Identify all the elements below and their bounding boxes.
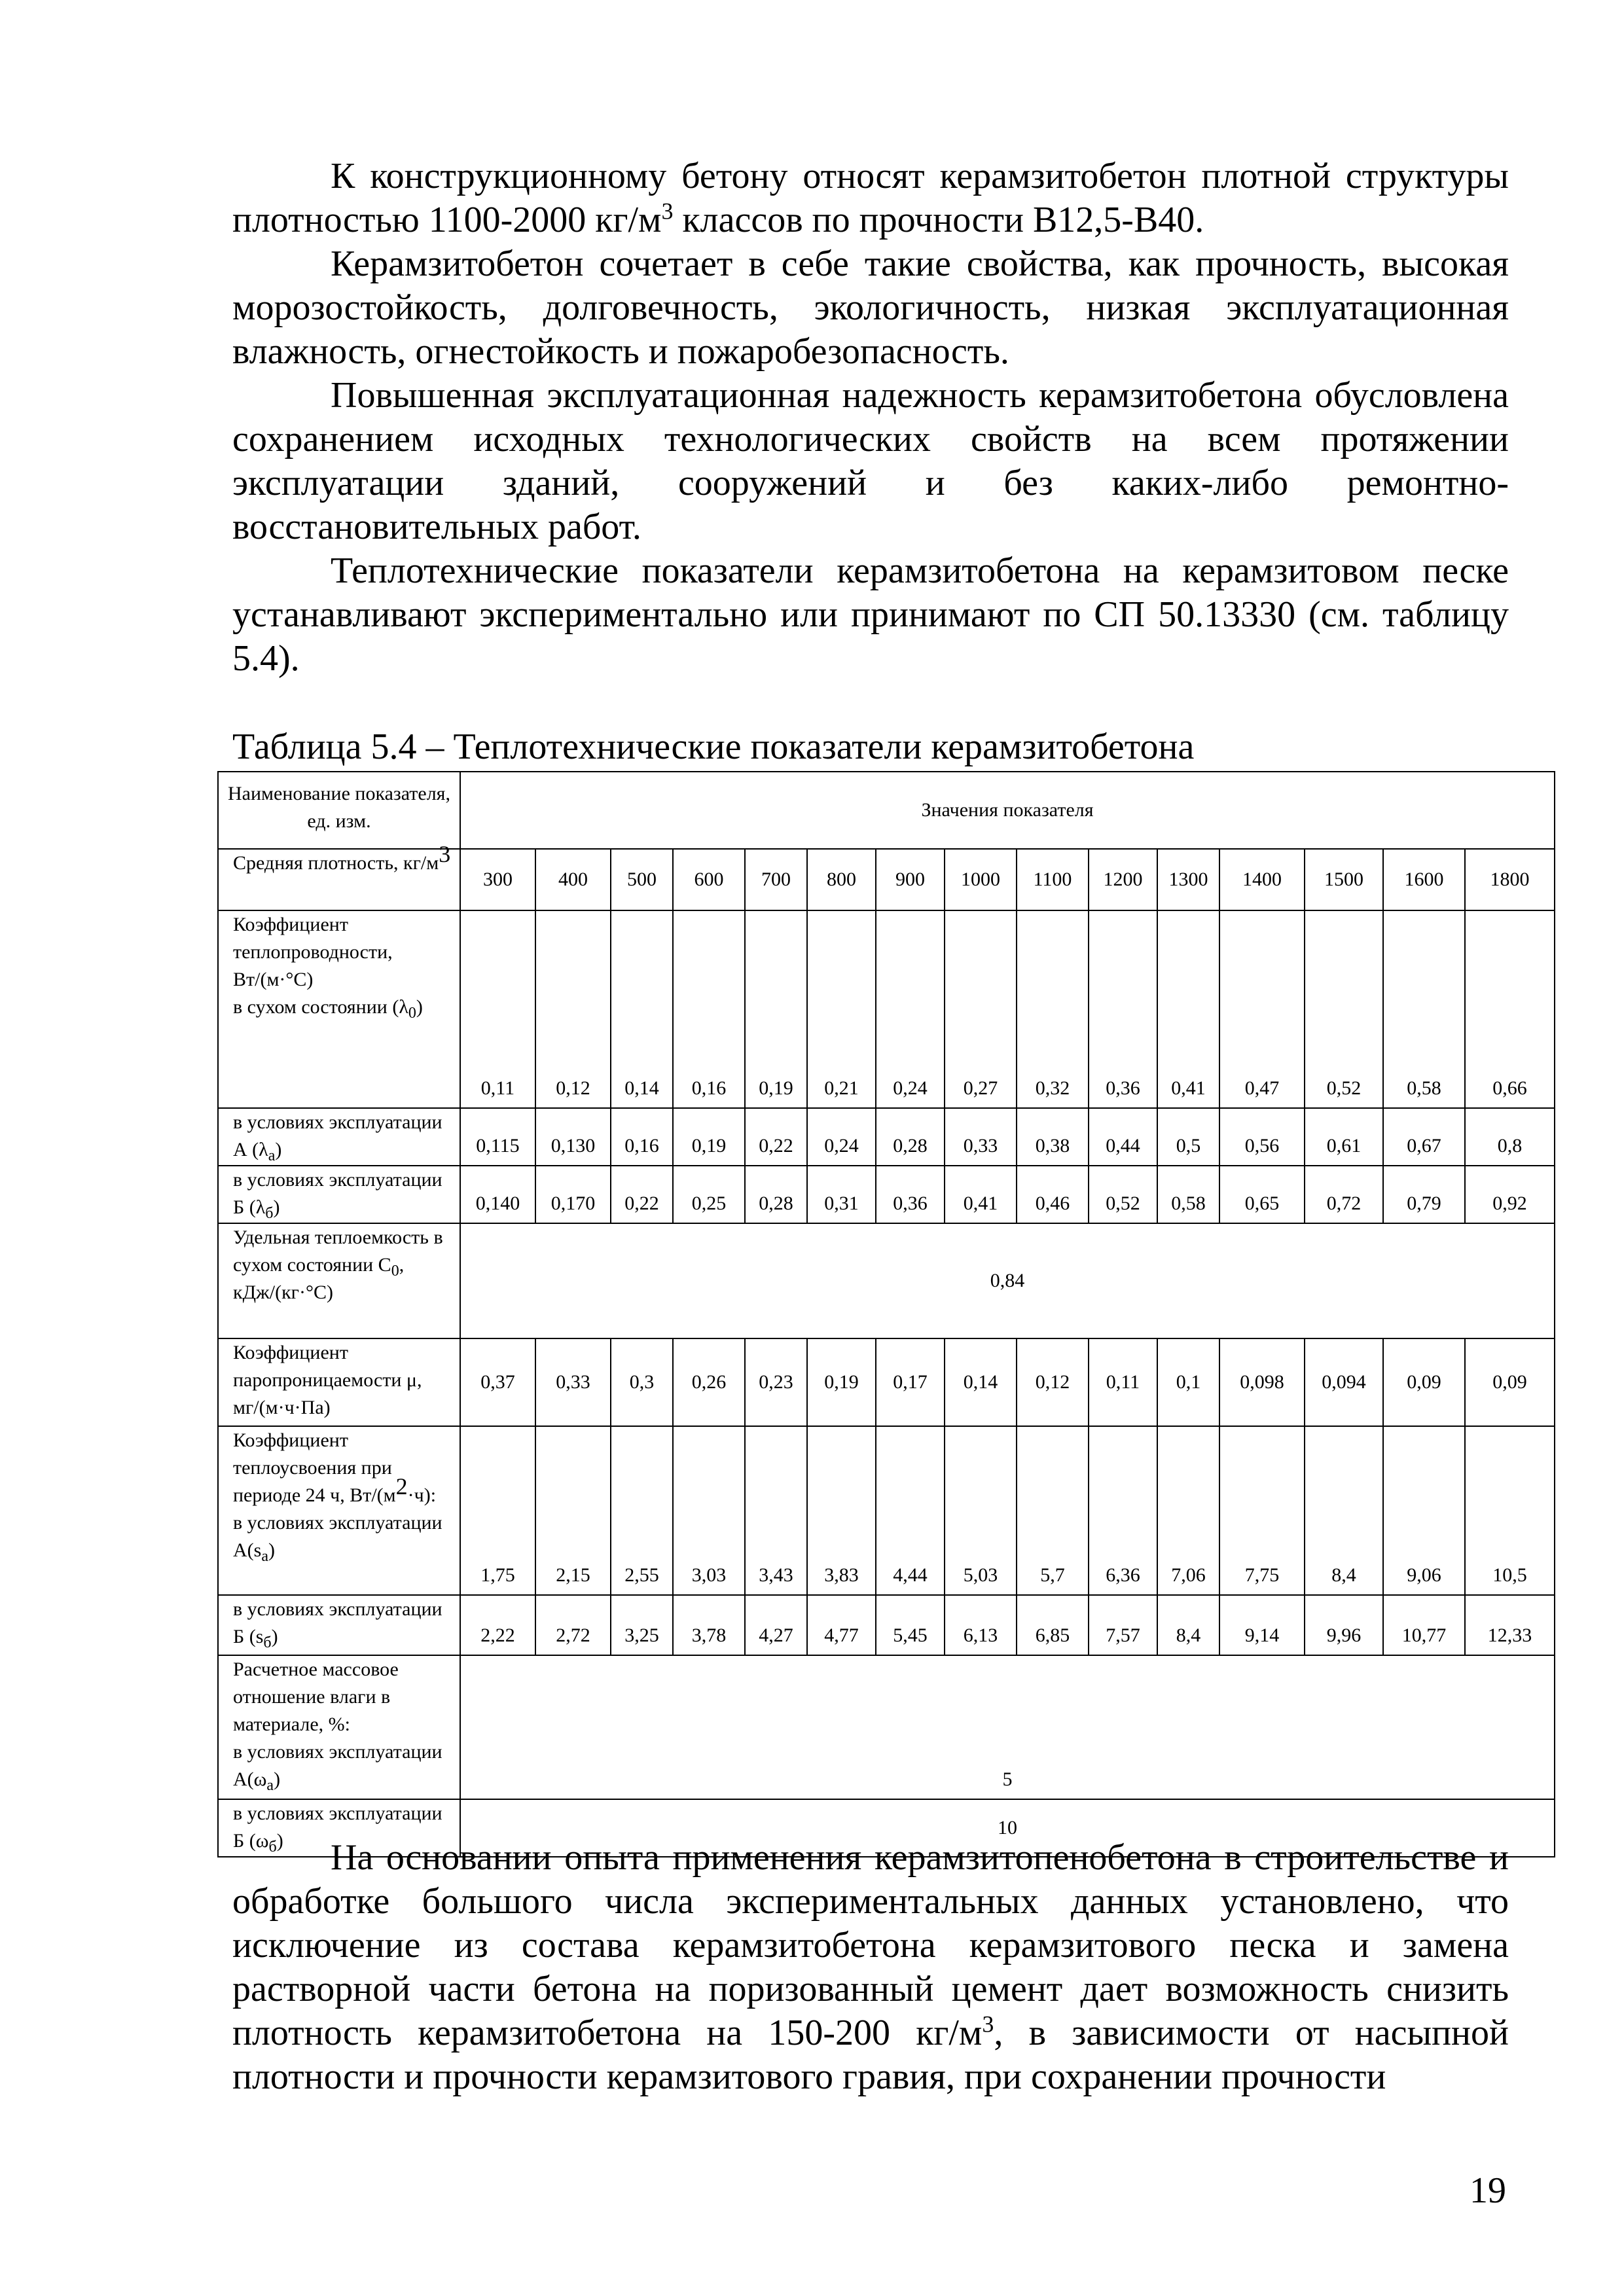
header-row bbox=[218, 772, 1555, 849]
table-cell: 0,25 bbox=[673, 1166, 745, 1223]
table-cell: 0,11 bbox=[460, 910, 535, 1108]
table-cell: 0,09 bbox=[1465, 1338, 1555, 1426]
table-cell: 400 bbox=[535, 849, 611, 910]
table-cell: 0,140 bbox=[460, 1166, 535, 1223]
table-cell: 0,52 bbox=[1089, 1166, 1157, 1223]
table-cell: 800 bbox=[807, 849, 876, 910]
table-cell: 0,38 bbox=[1017, 1108, 1089, 1166]
table-cell: 0,46 bbox=[1017, 1166, 1089, 1223]
table-cell: 3,78 bbox=[673, 1595, 745, 1655]
table-cell: 3,83 bbox=[807, 1426, 876, 1595]
thermal-properties-table bbox=[217, 771, 1555, 1857]
table-cell: 0,44 bbox=[1089, 1108, 1157, 1166]
table-cell: 1200 bbox=[1089, 849, 1157, 910]
table-cell: 0,37 bbox=[460, 1338, 535, 1426]
paragraph-3: Повышенная эксплуатационная надежность керамзитобетона обусловлена сохранением исходных технологических свойств на всем протяжении эксплуатации зданий, сооружений и без каких-либо ремонтно-восстановительных работ. bbox=[232, 375, 1509, 547]
table-cell: 0,58 bbox=[1383, 910, 1465, 1108]
absorption-a-label: Коэффициент теплоусвоения при периоде 24 ч, $Вт/(м^2\cdot ч)$: в условиях эксплуатации $А(s_а)$ bbox=[218, 1426, 460, 1595]
table-cell: 12,33 bbox=[1465, 1595, 1555, 1655]
table-cell: 1000 bbox=[945, 849, 1017, 910]
table-cell: 4,44 bbox=[876, 1426, 945, 1595]
heat-capacity-value: 0,84 bbox=[460, 1223, 1555, 1338]
table-cell: 0,72 bbox=[1305, 1166, 1383, 1223]
table-cell: 2,22 bbox=[460, 1595, 535, 1655]
paragraph-5: На основании опыта применения керамзитопенобетона в строительстве и обработке большого числа экспериментальных данных установлено, что исключение из состава керамзитобетона керамзитового песка и замена растворной части бетона на поризованный цемент дает возможность снизить плотность керамзитобетона на 150-200 $кг/м^3$, в зависимости от насыпной плотности и прочности керамзитового гравия, при сохранении прочности bbox=[232, 1837, 1509, 2097]
table-cell: 0,3 bbox=[611, 1338, 673, 1426]
table-cell: 0,92 bbox=[1465, 1166, 1555, 1223]
table-cell: 10,77 bbox=[1383, 1595, 1465, 1655]
moisture-b-value: 10 bbox=[460, 1799, 1555, 1857]
table-cell: 0,36 bbox=[1089, 910, 1157, 1108]
body-text-bottom bbox=[232, 1836, 1509, 2099]
table-cell: 8,4 bbox=[1157, 1595, 1219, 1655]
table-cell: 1500 bbox=[1305, 849, 1383, 910]
table-cell: 0,098 bbox=[1219, 1338, 1305, 1426]
vapor-label: Коэффициент паропроницаемости μ, мг/(м·ч·Па) bbox=[218, 1338, 460, 1426]
table-cell: 0,58 bbox=[1157, 1166, 1219, 1223]
table-cell: 1300 bbox=[1157, 849, 1219, 910]
table-cell: 1100 bbox=[1017, 849, 1089, 910]
table-cell: 0,32 bbox=[1017, 910, 1089, 1108]
vapor-row bbox=[218, 1338, 1555, 1426]
table-cell: 0,19 bbox=[807, 1338, 876, 1426]
table-cell: 0,1 bbox=[1157, 1338, 1219, 1426]
conductivity-dry-row bbox=[218, 910, 1555, 1108]
table-cell: 0,23 bbox=[745, 1338, 807, 1426]
table-cell: 0,56 bbox=[1219, 1108, 1305, 1166]
moisture-a-label: Расчетное массовое отношение влаги в материале, %: в условиях эксплуатации $А(\omega_а)$ bbox=[218, 1655, 460, 1799]
table-cell: 6,85 bbox=[1017, 1595, 1089, 1655]
table-cell: 0,24 bbox=[876, 910, 945, 1108]
table-cell: 0,22 bbox=[611, 1166, 673, 1223]
table-cell: 900 bbox=[876, 849, 945, 910]
table-cell: 5,03 bbox=[945, 1426, 1017, 1595]
table-cell: 0,19 bbox=[745, 910, 807, 1108]
table-cell: 3,03 bbox=[673, 1426, 745, 1595]
table-cell: 2,15 bbox=[535, 1426, 611, 1595]
table-cell: 2,72 bbox=[535, 1595, 611, 1655]
table-cell: 9,96 bbox=[1305, 1595, 1383, 1655]
heat-capacity-row bbox=[218, 1223, 1555, 1338]
table-cell: 1800 bbox=[1465, 849, 1555, 910]
conductivity-a-row bbox=[218, 1108, 1555, 1166]
table-cell: 1400 bbox=[1219, 849, 1305, 910]
table-cell: 0,094 bbox=[1305, 1338, 1383, 1426]
table-cell: 0,31 bbox=[807, 1166, 876, 1223]
table-cell: 0,41 bbox=[945, 1166, 1017, 1223]
table-cell: 0,61 bbox=[1305, 1108, 1383, 1166]
table-caption: Таблица 5.4 – Теплотехнические показатели керамзитобетона bbox=[232, 726, 1195, 767]
moisture-b-label: в условиях эксплуатации Б $(\omega_б)$ bbox=[218, 1799, 460, 1857]
body-text-top bbox=[232, 154, 1509, 681]
page-number: 19 bbox=[1470, 2170, 1506, 2211]
table-cell: 0,11 bbox=[1089, 1338, 1157, 1426]
table-cell: 0,67 bbox=[1383, 1108, 1465, 1166]
density-label: Средняя плотность, $кг/м^3$ bbox=[218, 849, 460, 910]
table-cell: 6,13 bbox=[945, 1595, 1017, 1655]
table-cell: 1,75 bbox=[460, 1426, 535, 1595]
table-cell: 0,36 bbox=[876, 1166, 945, 1223]
table-cell: 0,52 bbox=[1305, 910, 1383, 1108]
table-cell: 300 bbox=[460, 849, 535, 910]
table-cell: 0,14 bbox=[611, 910, 673, 1108]
table-cell: 7,75 bbox=[1219, 1426, 1305, 1595]
heat-capacity-label: Удельная теплоемкость в сухом состоянии $С_0$, кДж/(кг·°С) bbox=[218, 1223, 460, 1338]
moisture-a-row bbox=[218, 1655, 1555, 1799]
table-cell: 0,8 bbox=[1465, 1108, 1555, 1166]
table-cell: 0,16 bbox=[673, 910, 745, 1108]
table-cell: 0,27 bbox=[945, 910, 1017, 1108]
table-cell: 0,09 bbox=[1383, 1338, 1465, 1426]
table-cell: 0,12 bbox=[1017, 1338, 1089, 1426]
table-cell: 3,43 bbox=[745, 1426, 807, 1595]
table-cell: 0,47 bbox=[1219, 910, 1305, 1108]
table-cell: 0,115 bbox=[460, 1108, 535, 1166]
table-cell: 9,06 bbox=[1383, 1426, 1465, 1595]
table-cell: 5,45 bbox=[876, 1595, 945, 1655]
table-cell: 2,55 bbox=[611, 1426, 673, 1595]
table-cell: 0,24 bbox=[807, 1108, 876, 1166]
table-cell: 0,19 bbox=[673, 1108, 745, 1166]
header-values-cell: Значения показателя bbox=[460, 772, 1555, 849]
table-cell: 0,79 bbox=[1383, 1166, 1465, 1223]
table-cell: 0,26 bbox=[673, 1338, 745, 1426]
density-row bbox=[218, 849, 1555, 910]
table-cell: 600 bbox=[673, 849, 745, 910]
table-cell: 0,22 bbox=[745, 1108, 807, 1166]
table-cell: 0,5 bbox=[1157, 1108, 1219, 1166]
table-cell: 0,33 bbox=[945, 1108, 1017, 1166]
table-cell: 700 bbox=[745, 849, 807, 910]
table-cell: 8,4 bbox=[1305, 1426, 1383, 1595]
moisture-a-value: 5 bbox=[460, 1655, 1555, 1799]
header-name-cell: Наименование показателя, ед. изм. bbox=[218, 772, 460, 849]
table-cell: 0,130 bbox=[535, 1108, 611, 1166]
table-cell: 7,57 bbox=[1089, 1595, 1157, 1655]
table-cell: 0,12 bbox=[535, 910, 611, 1108]
table-cell: 6,36 bbox=[1089, 1426, 1157, 1595]
table-cell: 0,21 bbox=[807, 910, 876, 1108]
conductivity-b-label: в условиях эксплуатации Б $(\lambda_б)$ bbox=[218, 1166, 460, 1223]
paragraph-2: Керамзитобетон сочетает в себе такие свойства, как прочность, высокая морозостойкость, долговечность, экологичность, низкая эксплуатационная влажность, огнестойкость и пожаробезопасность. bbox=[232, 243, 1509, 372]
table-cell: 0,16 bbox=[611, 1108, 673, 1166]
table-cell: 0,28 bbox=[876, 1108, 945, 1166]
table-cell: 9,14 bbox=[1219, 1595, 1305, 1655]
table-cell: 7,06 bbox=[1157, 1426, 1219, 1595]
table-cell: 4,27 bbox=[745, 1595, 807, 1655]
conductivity-dry-label: Коэффициент теплопроводности, Вт/(м·°С) в сухом состоянии $(\lambda_0)$ bbox=[218, 910, 460, 1108]
table-cell: 0,41 bbox=[1157, 910, 1219, 1108]
table-cell: 5,7 bbox=[1017, 1426, 1089, 1595]
table-cell: 3,25 bbox=[611, 1595, 673, 1655]
table-cell: 0,66 bbox=[1465, 910, 1555, 1108]
absorption-a-row bbox=[218, 1426, 1555, 1595]
conductivity-b-row bbox=[218, 1166, 1555, 1223]
table-cell: 4,77 bbox=[807, 1595, 876, 1655]
table-cell: 0,28 bbox=[745, 1166, 807, 1223]
paragraph-4: Теплотехнические показатели керамзитобетона на керамзитовом песке устанавливают экспериментально или принимают по СП 50.13330 (см. таблицу 5.4). bbox=[232, 550, 1509, 679]
table-cell: 0,33 bbox=[535, 1338, 611, 1426]
conductivity-a-label: в условиях эксплуатации А $(\lambda_а)$ bbox=[218, 1108, 460, 1166]
table-cell: 10,5 bbox=[1465, 1426, 1555, 1595]
table-cell: 0,65 bbox=[1219, 1166, 1305, 1223]
table-cell: 0,170 bbox=[535, 1166, 611, 1223]
absorption-b-label: в условиях эксплуатации Б $(s_б)$ bbox=[218, 1595, 460, 1655]
absorption-b-row bbox=[218, 1595, 1555, 1655]
table-cell: 0,17 bbox=[876, 1338, 945, 1426]
table-cell: 1600 bbox=[1383, 849, 1465, 910]
paragraph-1: К конструкционному бетону относят керамзитобетон плотной структуры плотностью 1100-2000 $кг/м^3$ классов по прочности В12,5-В40. bbox=[232, 156, 1509, 240]
table-cell: 0,14 bbox=[945, 1338, 1017, 1426]
table-cell: 500 bbox=[611, 849, 673, 910]
